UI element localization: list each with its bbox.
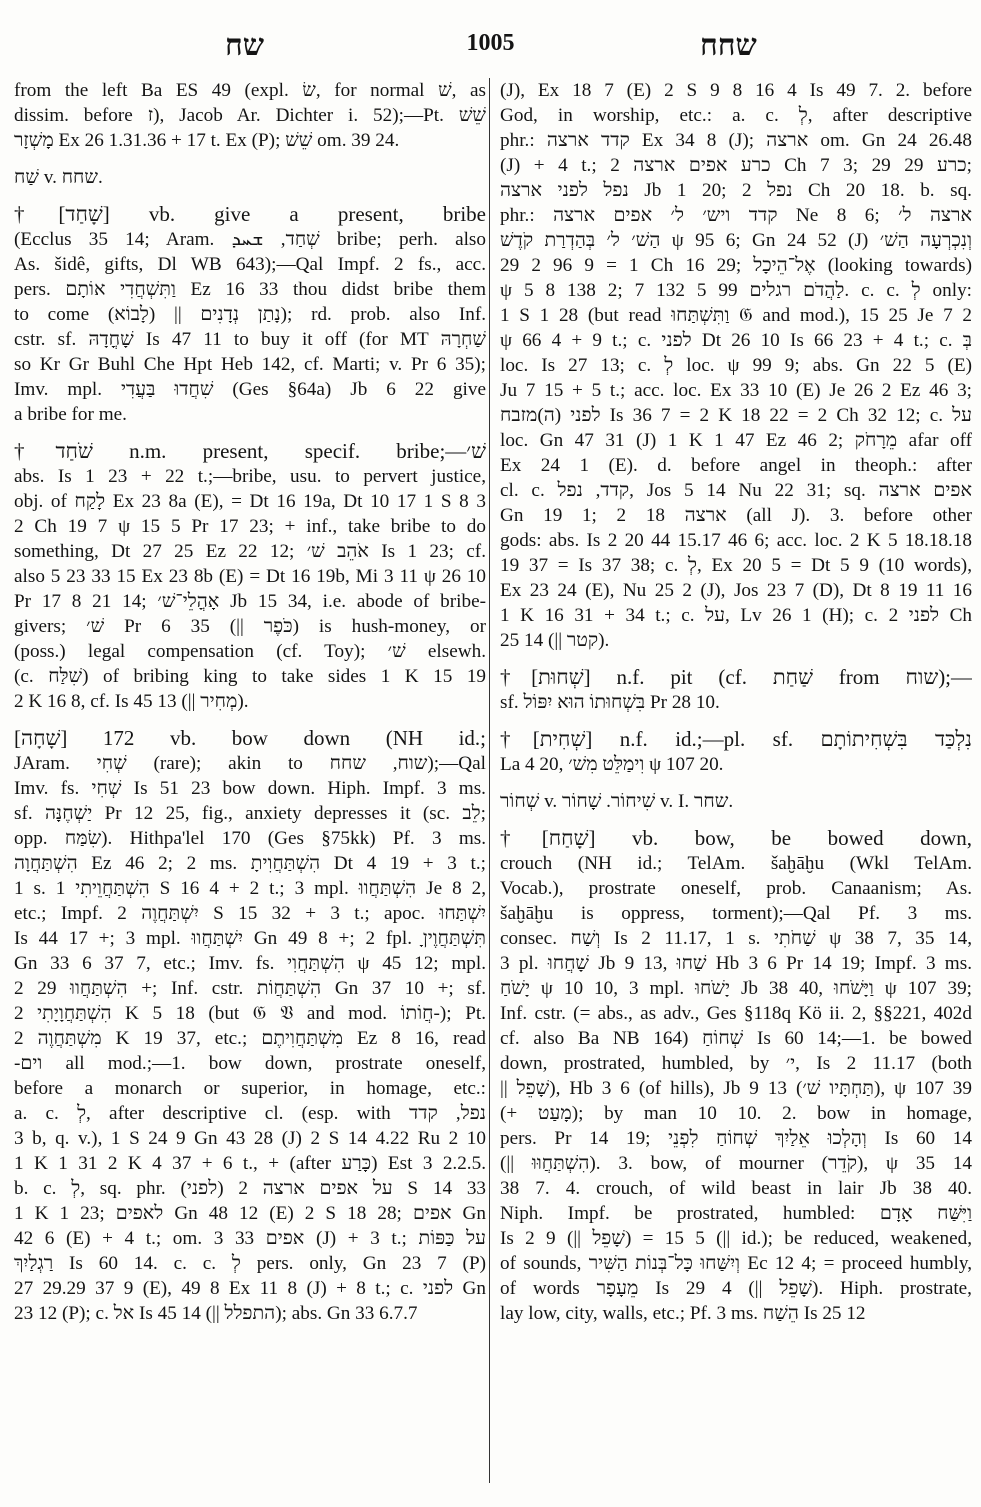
text-line: 2 Ch 19 7 ψ 15 5 Pr 17 23; + inf., take bribe to do	[14, 516, 486, 537]
entry-spacer	[14, 153, 486, 165]
text-line: b. c. לְ, sq. phr. (לפני) על אפים ארצה 2 S 14 33	[14, 1178, 486, 1199]
text-line: pers. וַתִּשְׁחֲדִי אוֹתָם Ez 16 33 thou didst bribe them	[14, 279, 486, 300]
text-line: La 4 20, וִימַלֵּט מִשׁ׳ ψ 107 20.	[500, 754, 724, 775]
text-line: obj. of לָקַח Ex 23 8a (E), = Dt 16 19a, Dt 10 17 1 S 8 3	[14, 491, 486, 512]
text-line: 25 14 (|| קטר).	[500, 630, 610, 651]
text-line: 38 7. 4. crouch, of wild beast in lair Jb 38 40.	[500, 1178, 972, 1199]
text-line: יָשֹׁחַ ψ 10 10, 3 mpl. יָשֹׁחוּ Jb 38 40, וַיָּשֹׁחוּ ψ 107 39;	[500, 978, 972, 999]
text-line: also 5 23 33 15 Ex 23 8b (E) = Dt 16 19b, Mi 3 11 ψ 26 10	[14, 566, 486, 587]
text-line: down, prostrated, humbled, by י׳, Is 2 11.17 (both	[500, 1053, 972, 1074]
text-line: || שָׁפֵל), Hb 3 6 (of hills), Jb 9 13 (תַּחְתָּיו שׁ׳), ψ 107 39	[500, 1078, 972, 1099]
running-headword-right: שחח	[700, 28, 757, 63]
text-line: הִשְׁתַּחֲווּ 29 2 +; Inf. cstr. הִשְׁתַּחֲוֹת Gn 37 10 +; sf.	[14, 978, 486, 999]
text-line: consec. וְשַׁח Is 2 11.17, 1 s. שַׁחֹתִי ψ 38 7, 35 14,	[500, 928, 972, 949]
text-line: Imv. fs. שְׁחִי Is 51 23 bow down. Hiph. Impf. 3 ms.	[14, 778, 486, 799]
entry-spacer	[14, 190, 486, 202]
text-line: †[שָׁחַח] vb. bow, be bowed down,	[500, 826, 972, 850]
text-line: cf. also Ba NB 164) שְׁחוֹחַ Is 60 14;—1. be bowed	[500, 1028, 972, 1049]
text-line: מִשְׁתַּחֲוֶה 2 K 19 37, etc.; מִשְׁתַּחֲוִיתֶם Ez 8 16, read	[14, 1028, 486, 1049]
entry-spacer	[500, 814, 972, 826]
text-line: †[שְׁחִית] n.f. id.;—pl. sf. נִלְכַּד בִּשְׁחִיתוֹתָם	[500, 727, 972, 751]
text-line: sf. יַשְׁחֶנָּה Pr 12 25, fig., anxiety depresses it (sc. לֵב;	[14, 803, 486, 824]
text-line: loc. Is 27 13; c. לְ loc. ψ 99 9; abs. Gn 22 5 (E)	[500, 355, 972, 376]
text-line: Gn 19 1; ארצה 18 2 (all J). 3. before other	[500, 505, 972, 526]
text-line: 27 29.29 37 9 (E), 49 8 Ex 11 8 (J) + 8 t.; c. לפני Gn	[14, 1278, 486, 1299]
text-line: -וים all mod.;—1. bow down, prostrate oneself,	[14, 1053, 486, 1074]
text-line: (c. שִׁלַּח) of bribing king to take sides 1 K 15 19	[14, 666, 486, 687]
text-line: a bribe for me.	[14, 404, 127, 425]
text-line: from the left Ba ES 49 (expl. שׂ, for normal שׁ, as	[14, 80, 486, 101]
entry-spacer	[14, 714, 486, 726]
text-line: abs. Is 1 23 + 22 t.;—bribe, usu. to pervert justice,	[14, 466, 486, 487]
text-line: loc. Gn 47 31 (J) 1 K 1 47 Ez 46 2; מֵרָחֹק afar off	[500, 430, 972, 451]
text-line: 19 37 = Is 37 38; c. לְ, Ex 20 5 = Dt 5 9 (10 words),	[500, 555, 972, 576]
text-line: (|| הִשְׁתַּחֲוּוּ). 3. bow, of mourner (קֹדֵר), ψ 35 14	[500, 1153, 972, 1174]
text-line: הִשְׁתַּחֲוָה Ez 46 2; 2 ms. הִשְׁתַּחֲוִיתָ Dt 4 19 + 3 t.;	[14, 853, 486, 874]
page-number: 1005	[466, 30, 515, 56]
text-line: †שֹׁחַד n.m. present, specif. bribe;—שׁ׳	[14, 439, 486, 463]
text-line: before a monarch or superior, in homage, etc.:	[14, 1078, 486, 1099]
text-line: so Kr Gr Buhl Che Hpt Heb 142, cf. Marti; v. Pr 6 35);	[14, 354, 486, 375]
text-line: 1 K 16 31 + 34 t.; c. על, Lv 26 1 (H); c. לפני 2 Ch	[500, 605, 972, 626]
text-line: ψ 5 8 138 2; לַהֲדֹם רגלים 99 5 132 7. c. c. לְ only:	[500, 280, 972, 301]
text-line: שְׁחוֹר v. שִׁיחוֹר. שָׁחוֹר v. I. שחר.	[500, 791, 734, 812]
text-line: 1 S 1 28 (but read וַתִּשְׁתַּחוּ 𝔊 and mod.), 15 25 Je 7 2	[500, 305, 972, 326]
text-line: נפל לפני ארצה Jb 1 20; נפל 2 Ch 20 18. b. sq.	[500, 180, 972, 201]
text-line: a. c. לְ, after descriptive cl. (esp. with נפל, קדד	[14, 1103, 486, 1124]
text-line: of sounds, וְיִשַּׁחוּ כָּל־בְּנוֹת הַשִּׁיר Ec 12 4; = proceed humbly,	[500, 1253, 972, 1274]
text-line: (+ מָעַט); by man 10 10. 2. bow in homage,	[500, 1103, 972, 1124]
text-line: 2 K 16 8, cf. Is 45 13 (|| מְחִיר).	[14, 691, 249, 712]
text-line: שַׁח v. שחח.	[14, 167, 103, 188]
text-line: cstr. sf. שָׁחֳדָהּ Is 47 11 to buy it off (for MT שַׁחְרָהּ	[14, 329, 486, 350]
text-line: šaḫāḫu is oppress, torment);—Qal Pf. 3 ms.	[500, 903, 972, 924]
left-column	[14, 78, 486, 1498]
text-line: phr.: קדד ויש׳ ל׳ אפים ארצה Ne 8 6; ארצה ל׳	[500, 205, 972, 226]
text-line: הִשְׁתַּחֲוָיָתִי 2 K 5 18 (but 𝔊 𝔙 and mod. חֲוֹתוֹ-); Pt.	[14, 1003, 486, 1024]
entry-spacer	[500, 715, 972, 727]
text-line: [שָׁחָה] 172 vb. bow down (NH id.;	[14, 726, 486, 750]
text-line: ψ 66 4 + 9 t.; c. לפני Dt 26 10 Is 66 23 + 4 t.; c. בְּ	[500, 330, 972, 351]
text-line: dissim. before ז), Jacob Ar. Dichter i. 52);—Pt. שֵׁשׁ	[14, 105, 486, 126]
column-divider	[489, 78, 490, 1483]
running-headword-left: שח	[225, 28, 264, 63]
text-line: †[שָׁחַד] vb. give a present, bribe	[14, 202, 486, 226]
text-line: JAram. שְׁחִי (rare); akin to שוח, שחח);—Qal	[14, 753, 486, 774]
right-column	[500, 78, 972, 1498]
text-line: phr.: קדד ארצה Ex 34 8 (J); ארצה om. Gn 24 26.48	[500, 130, 972, 151]
text-line: something, Dt 27 25 Ez 22 12; אֹהֵב שׁ׳ Is 1 23; cf.	[14, 541, 486, 562]
text-line: God, in worship, etc.: a. c. לְ, after descriptive	[500, 105, 972, 126]
text-line: gods: abs. Is 2 20 44 15.17 46 6; acc. loc. 2 K 5 18.18.18	[500, 530, 972, 551]
text-line: †[שְׁחוּת] n.f. pit (cf. שַׁחַת from שוח);—	[500, 665, 972, 689]
text-line: Is 2 9 (|| שָׁפֵל) = 5 15 (|| id.); be reduced, weakened,	[500, 1228, 972, 1249]
text-line: 23 12 (P); c. אל Is 45 14 (|| התפלל); abs. Gn 33 6.7.7	[14, 1303, 418, 1324]
text-line: 3 pl. שָׁחֲחוּ Jb 9 13, שַׁחוּ Hb 3 6 Pr 14 19; Impf. 3 ms.	[500, 953, 972, 974]
text-line: (J), Ex 18 7 (E) 2 S 9 8 16 4 Is 49 7. 2. before	[500, 80, 972, 101]
text-line: 29 2 96 9 = 1 Ch 16 29; אֶל־הֵיכָל (looking towards)	[500, 255, 972, 276]
text-line: 42 6 (E) + 4 t.; om. אפים 33 3 (J) + 3 t.; על כַּפּוֹת	[14, 1228, 486, 1249]
text-line: As. šidê, gifts, Dl WB 643);—Qal Impf. 2 fs., acc.	[14, 254, 486, 275]
entry-spacer	[14, 427, 486, 439]
text-line: Imv. mpl. שִׁחֲדוּ בַּעֲדִי (Ges §64a) Jb 6 22 give	[14, 379, 486, 400]
text-line: הַשׁ׳ ל׳ בְּהַדְרַת קֹדֶשׁ ψ 95 6; Gn 24 52 (J) וְנִכְרְעָה הַשׁ׳	[500, 230, 972, 251]
text-line: Vocab.), prostrate oneself, prob. Canaanism; As.	[500, 878, 972, 899]
text-line: 1 s. הִשְׁתַּחֲוֵיתִי 1 S 16 4 + 2 t.; 3 mpl. הִשְׁתַּחֲווּ Je 8 2,	[14, 878, 486, 899]
text-line: 1 K 1 31 2 K 4 37 + 6 t., + (after כָּרַע) Est 3 2.2.5.	[14, 1153, 486, 1174]
text-line: (J) + 4 t.; כרע אפים ארצה 2 Ch 7 3; כרע 29 29;	[500, 155, 972, 176]
text-line: (Ecclus 35 14; Aram. שְׁחַד, ܫܚܕ bribe; perh. also	[14, 229, 486, 250]
text-line: Ju 7 15 + 5 t.; acc. loc. Ex 33 10 (E) Je 26 2 Ez 46 3;	[500, 380, 972, 401]
text-line: lay low, city, walls, etc.; Pf. 3 ms. הֵשַׁח Is 25 12	[500, 1303, 866, 1324]
text-line: Is 44 17 +; 3 mpl. יִשְׁתַּחֲווּ Gn 49 8 +; 2 fpl. תִּשְׁתַּחֲוֶיןָ	[14, 928, 486, 949]
text-line: מָשְׁזָר Ex 26 1.31.36 + 17 t. Ex (P); שֵׁשׁ om. 39 24.	[14, 130, 400, 151]
text-line: of words מֵעָפָר Is 29 4 (|| שָׁפֵל). Hiph. prostrate,	[500, 1278, 972, 1299]
text-line: cl. c. קדד, נפל, Jos 5 14 Nu 22 31; sq. אפים ארצה	[500, 480, 972, 501]
text-line: to come (לָבוֹא) || נָתַן נְדָנִים); rd. prob. also Inf.	[14, 304, 486, 325]
text-line: (poss.) legal compensation (cf. Toy); שׁ׳ elsewh.	[14, 641, 486, 662]
text-line: Ex 24 1 (E). d. before angel in theoph.: after	[500, 455, 972, 476]
text-line: givers; שׁ׳ Pr 6 35 (|| כֹּפֶר) is hush-money, or	[14, 616, 486, 637]
text-line: 1 K 1 23; לאפים Gn 48 12 (E) 2 S 18 28; אפים Gn	[14, 1203, 486, 1224]
text-line: Gn 33 6 37 7, etc.; Imv. fs. הִשְׁתַּחֲוִי ψ 45 12; mpl.	[14, 953, 486, 974]
text-line: Inf. cstr. (= abs., as adv., Ges §118q Kö ii. 2, §§221, 402d	[500, 1003, 972, 1024]
text-line: Pr 17 8 21 14; אָהֳלֵי־שׁ׳ Jb 15 34, i.e. abode of bribe-	[14, 591, 486, 612]
text-line: sf. בִּשְׁחוּתוֹ הוּא יִפּוֹל Pr 28 10.	[500, 692, 720, 713]
text-line: 3 b, q. v.), 1 S 24 9 Gn 43 28 (J) 2 S 14 4.22 Ru 2 10	[14, 1128, 486, 1149]
text-line: Ex 23 24 (E), Nu 25 2 (J), Jos 23 7 (D), Dt 8 19 11 16	[500, 580, 972, 601]
text-line: etc.; Impf. יִשְׁתַּחֲוֶה 2 S 15 32 + 3 t.; apoc. יִשְׁתַּחוּ	[14, 903, 486, 924]
text-line: pers. Pr 14 19; וְהָלְכוּ אֵלַיִךְ שְׁחוֹחַ לִפְנֵי Is 60 14	[500, 1128, 972, 1149]
text-line: רַגְלַיִךְ Is 60 14. c. c. לְ pers. only, Gn 23 7 (P)	[14, 1253, 486, 1274]
text-line: crouch (NH id.; TelAm. šaḫāḫu (Wkl TelAm.	[500, 853, 972, 874]
entry-spacer	[500, 653, 972, 665]
page-header	[0, 22, 981, 62]
text-line: Niph. Impf. be prostrated, humbled: וַיִּשַּׁח אָדָם	[500, 1203, 972, 1224]
entry-spacer	[500, 777, 972, 789]
text-line: opp. שִׂמַּח). Hithpa'lel 170 (Ges §75kk) Pf. 3 ms.	[14, 828, 486, 849]
text-line: לפני (ה)מזבח Is 36 7 = 2 K 18 22 = 2 Ch 32 12; c. על	[500, 405, 972, 426]
